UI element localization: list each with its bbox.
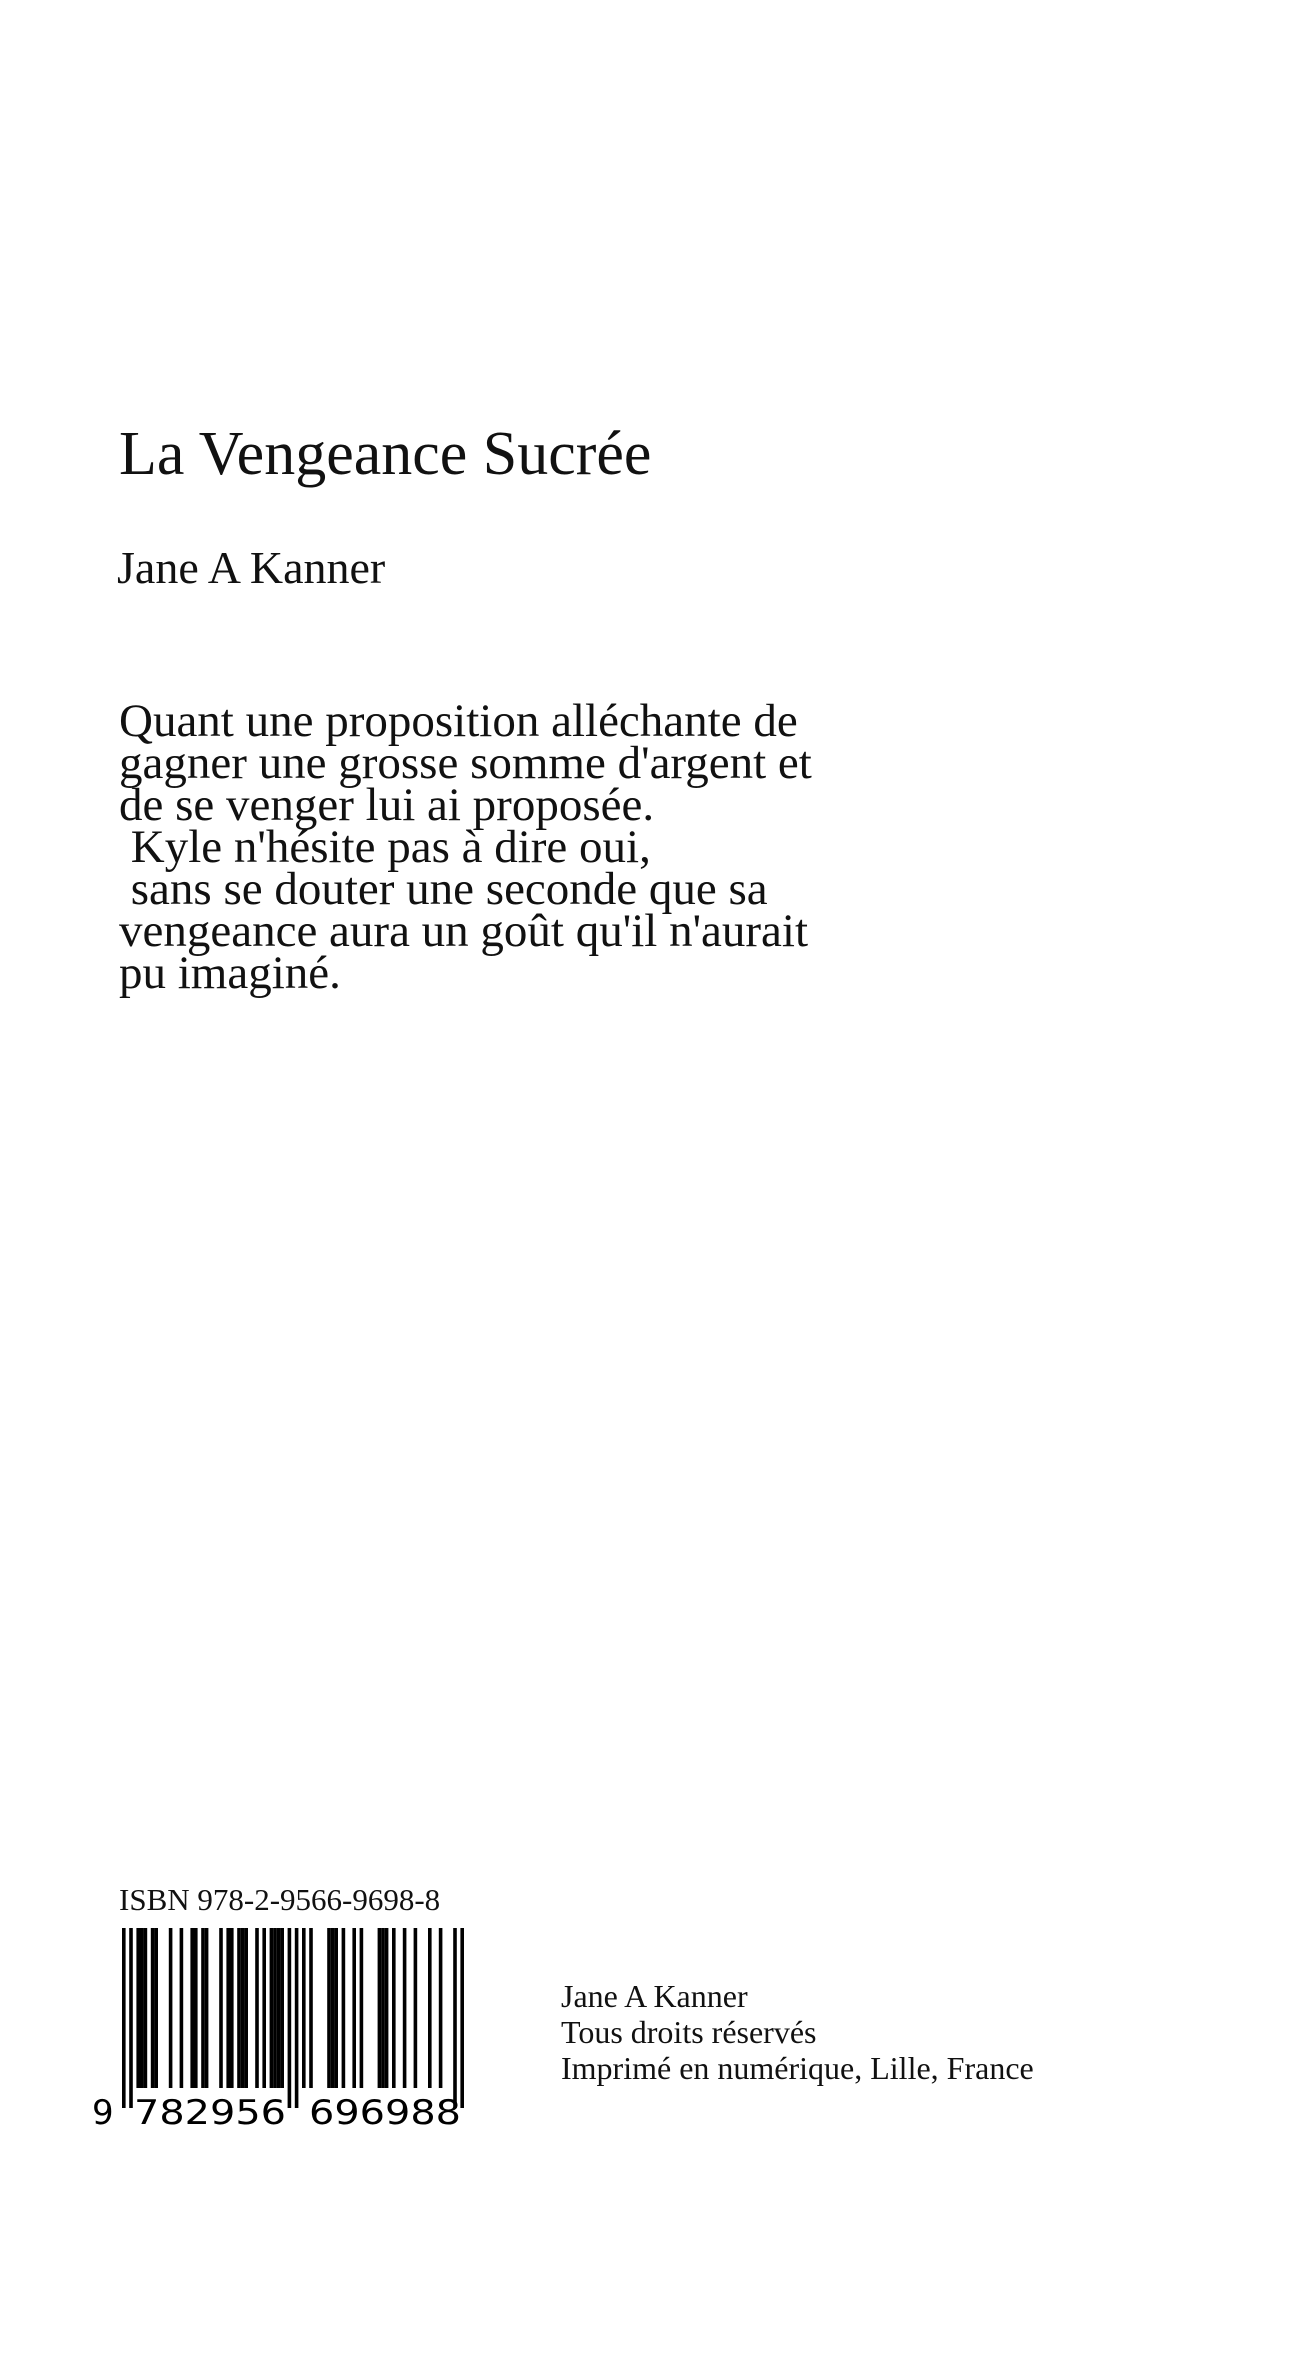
barcode-bar bbox=[392, 1928, 396, 2088]
barcode-bar bbox=[226, 1928, 230, 2088]
barcode-bars bbox=[122, 1928, 464, 2108]
blurb-line: gagner une grosse somme d'argent et bbox=[119, 737, 812, 789]
isbn-label: ISBN 978-2-9566-9698-8 bbox=[119, 1882, 441, 1917]
barcode-bar bbox=[385, 1928, 389, 2088]
barcode-bar bbox=[270, 1928, 274, 2088]
barcode-left-digits: 782956 bbox=[134, 2093, 286, 2128]
barcode-guard-bar bbox=[295, 1928, 299, 2108]
barcode-bar bbox=[154, 1928, 158, 2088]
barcode-bar bbox=[140, 1928, 144, 2088]
colophon-author: Jane A Kanner bbox=[561, 1978, 748, 2014]
barcode-guard-bar bbox=[122, 1928, 126, 2108]
barcode-bar bbox=[327, 1928, 331, 2088]
barcode-bar bbox=[241, 1928, 245, 2088]
barcode-guard-bar bbox=[453, 1928, 457, 2108]
barcode-bar bbox=[219, 1928, 223, 2088]
barcode-bar bbox=[273, 1928, 277, 2088]
blurb-line: Kyle n'hésite pas à dire oui, bbox=[119, 821, 651, 873]
barcode-bar bbox=[230, 1928, 234, 2088]
barcode-bar bbox=[180, 1928, 184, 2088]
barcode-bar bbox=[360, 1928, 364, 2088]
barcode-bar bbox=[378, 1928, 382, 2088]
colophon bbox=[561, 1978, 1034, 2086]
barcode-bar bbox=[237, 1928, 241, 2088]
blurb-line: sans se douter une seconde que sa bbox=[119, 863, 768, 915]
blurb-line: vengeance aura un goût qu'il n'aurait bbox=[119, 905, 809, 957]
barcode-bar bbox=[309, 1928, 313, 2088]
barcode-bar bbox=[403, 1928, 407, 2088]
barcode-bar bbox=[414, 1928, 418, 2088]
blurb-line: pu imaginé. bbox=[119, 947, 341, 999]
barcode-bar bbox=[277, 1928, 281, 2088]
barcode-bar bbox=[136, 1928, 140, 2088]
barcode-first-digit: 9 bbox=[92, 2093, 114, 2128]
barcode-bar bbox=[352, 1928, 356, 2088]
barcode-guard-bar bbox=[129, 1928, 133, 2108]
isbn-barcode bbox=[84, 1928, 502, 2128]
barcode-bar bbox=[262, 1928, 266, 2088]
blurb-line: Quant une proposition alléchante de bbox=[119, 695, 798, 747]
barcode-guard-bar bbox=[288, 1928, 292, 2108]
barcode-bar bbox=[331, 1928, 335, 2088]
barcode-bar bbox=[190, 1928, 194, 2088]
barcode-bar bbox=[280, 1928, 284, 2088]
barcode-bar bbox=[144, 1928, 148, 2088]
barcode-bar bbox=[302, 1928, 306, 2088]
barcode-bar bbox=[201, 1928, 205, 2088]
barcode-bar bbox=[439, 1928, 443, 2088]
barcode-bar bbox=[255, 1928, 259, 2088]
colophon-rights: Tous droits réservés bbox=[561, 2014, 817, 2050]
blurb-line: de se venger lui ai proposée. bbox=[119, 779, 655, 831]
barcode-bar bbox=[342, 1928, 346, 2088]
barcode-bar bbox=[194, 1928, 198, 2088]
barcode-guard-bar bbox=[460, 1928, 464, 2108]
blurb bbox=[119, 695, 1019, 999]
barcode-bar bbox=[334, 1928, 338, 2088]
barcode-bar bbox=[428, 1928, 432, 2088]
barcode-bar bbox=[381, 1928, 385, 2088]
barcode-bar bbox=[169, 1928, 173, 2088]
barcode-bar bbox=[244, 1928, 248, 2088]
book-title: La Vengeance Sucrée bbox=[119, 420, 652, 488]
author-name: Jane A Kanner bbox=[117, 542, 386, 593]
barcode-bar bbox=[205, 1928, 209, 2088]
barcode-bar bbox=[151, 1928, 155, 2088]
colophon-printing: Imprimé en numérique, Lille, France bbox=[561, 2050, 1034, 2086]
barcode-right-digits: 696988 bbox=[309, 2093, 461, 2128]
